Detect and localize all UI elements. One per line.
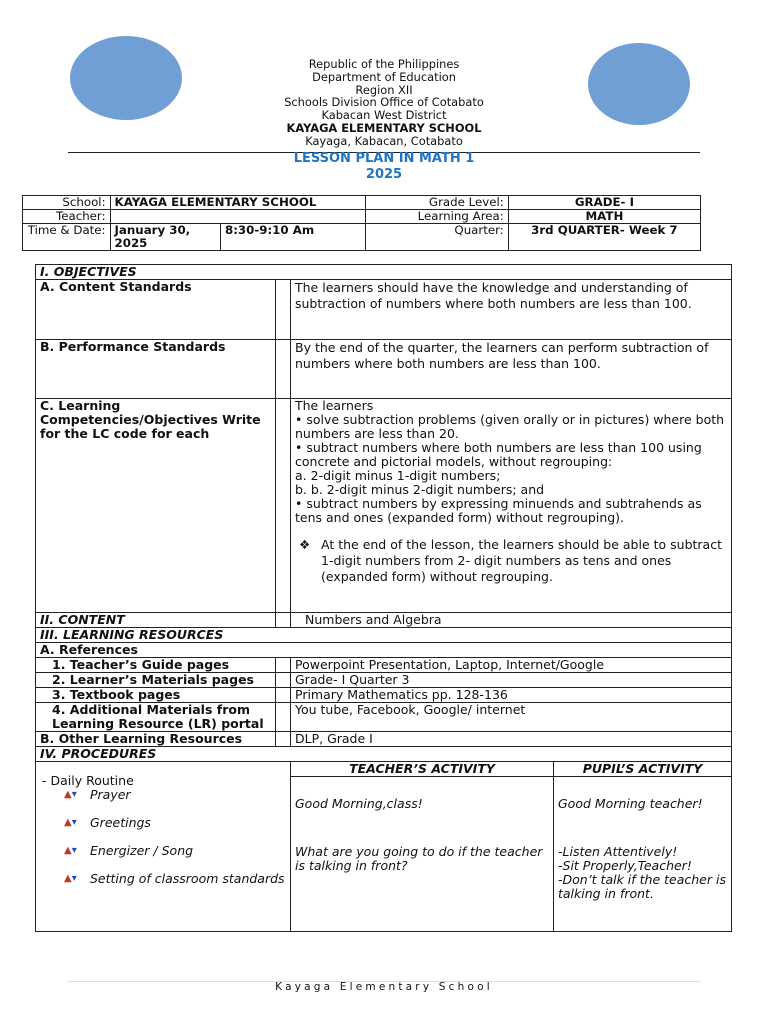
- textbook-label: 3. Textbook pages: [36, 688, 276, 703]
- lesson-objective-text: At the end of the lesson, the learners should be able to subtract 1-digit numbers from 2- digit numbers as tens and ones (expanded form) without regrouping.: [321, 537, 722, 584]
- grade-label: Grade Level:: [365, 196, 508, 210]
- content-standards-label: A. Content Standards: [36, 280, 276, 340]
- date-value: January 30, 2025: [110, 224, 220, 251]
- competency-sub: a. 2-digit minus 1-digit numbers;: [295, 468, 501, 483]
- title-year: 2025: [365, 167, 403, 182]
- teacher-activity-header: TEACHER’S ACTIVITY: [291, 762, 554, 777]
- title-text: LESSON PLAN IN MATH 1: [293, 151, 475, 166]
- performance-standards-text: By the end of the quarter, the learners can perform subtraction of numbers where both numbers are less than 100.: [291, 340, 732, 399]
- spacer-cell: [276, 732, 291, 747]
- textbook-value: Primary Mathematics pp. 128-136: [291, 688, 732, 703]
- teacher-label: Teacher:: [23, 210, 111, 224]
- routine-greetings: Greetings: [90, 815, 151, 830]
- content-standards-text: The learners should have the knowledge and understanding of subtraction of numbers where both numbers are less than 100.: [291, 280, 732, 340]
- spacer-cell: [276, 340, 291, 399]
- letterhead-line: Schools Division Office of Cotabato: [284, 95, 484, 110]
- daily-routine-label: - Daily Routine: [42, 773, 134, 788]
- letterhead-line: Kabacan West District: [321, 108, 447, 123]
- learners-materials-value: Grade- I Quarter 3: [291, 673, 732, 688]
- pupil-answer: -Sit Properly,Teacher!: [558, 858, 692, 873]
- teacher-activity-cell: [291, 777, 554, 932]
- letterhead-line: Republic of the Philippines: [308, 57, 460, 71]
- spacer-cell: [276, 673, 291, 688]
- pupil-answer: -Don’t talk if the teacher is talking in front.: [558, 872, 726, 901]
- grade-value: GRADE- I: [508, 196, 700, 210]
- spacer-cell: [276, 399, 291, 613]
- list-item: [64, 844, 286, 858]
- school-label: School:: [23, 196, 111, 210]
- school-value: KAYAGA ELEMENTARY SCHOOL: [110, 196, 365, 210]
- routine-prayer: Prayer: [90, 787, 131, 802]
- resources-header: III. LEARNING RESOURCES: [36, 628, 732, 643]
- routine-setting: Setting of classroom standards: [90, 871, 285, 886]
- info-table: [22, 195, 701, 251]
- pupil-answer: -Listen Attentively!: [558, 844, 678, 859]
- school-name: KAYAGA ELEMENTARY SCHOOL: [286, 120, 482, 135]
- additional-materials-value: You tube, Facebook, Google/ internet: [291, 703, 732, 732]
- footer-text: Kayaga Elementary School: [275, 981, 493, 993]
- time-value: 8:30-9:10 Am: [221, 224, 366, 251]
- flag-bullet-icon: ▲▾: [64, 873, 77, 884]
- letterhead-line: Department of Education: [312, 69, 456, 84]
- flag-bullet-icon: ▲▾: [64, 817, 77, 828]
- daily-routine-cell: [36, 762, 291, 932]
- list-item: [64, 872, 286, 886]
- content-value: Numbers and Algebra: [291, 613, 732, 628]
- lesson-objective: [295, 537, 727, 585]
- competency-intro: The learners: [295, 398, 374, 413]
- routine-energizer: Energizer / Song: [90, 843, 194, 858]
- spacer-cell: [276, 658, 291, 673]
- additional-materials-label: 4. Additional Materials from Learning Resource (LR) portal: [36, 703, 276, 732]
- list-item: [64, 788, 286, 802]
- teacher-greeting: Good Morning,class!: [295, 796, 423, 811]
- flag-bullet-icon: ▲▾: [64, 789, 77, 800]
- logo-left: [70, 36, 182, 120]
- procedures-header: IV. PROCEDURES: [36, 747, 732, 762]
- teacher-question: What are you going to do if the teacher is talking in front?: [295, 844, 543, 873]
- letterhead-line: Region XII: [355, 82, 413, 97]
- performance-standards-label: B. Performance Standards: [36, 340, 276, 399]
- diamond-bullet-icon: ❖: [299, 537, 311, 552]
- spacer-cell: [276, 688, 291, 703]
- routine-list: [64, 788, 286, 886]
- area-label: Learning Area:: [365, 210, 508, 224]
- letterhead: [184, 58, 584, 148]
- pupil-greeting: Good Morning teacher!: [558, 796, 703, 811]
- competency-sub: b. b. 2-digit minus 2-digit numbers; and: [295, 482, 545, 497]
- quarter-label: Quarter:: [365, 224, 508, 251]
- competency-bullet: • subtract numbers where both numbers are less than 100 using concrete and pictorial models, without regrouping:: [295, 440, 702, 469]
- flag-bullet-icon: ▲▾: [64, 845, 77, 856]
- spacer-cell: [276, 613, 291, 628]
- spacer-cell: [276, 280, 291, 340]
- content-header: II. CONTENT: [36, 613, 276, 628]
- learners-materials-label: 2. Learner’s Materials pages: [36, 673, 276, 688]
- teachers-guide-label: 1. Teacher’s Guide pages: [36, 658, 276, 673]
- spacer-cell: [276, 703, 291, 732]
- lesson-plan-title: [184, 151, 584, 183]
- teachers-guide-value: Powerpoint Presentation, Laptop, Internet/Google: [291, 658, 732, 673]
- list-item: [64, 816, 286, 830]
- teacher-value: [110, 210, 365, 224]
- pupil-activity-cell: [554, 777, 732, 932]
- competency-bullet: • solve subtraction problems (given orally or in pictures) where both numbers are less than 20.: [295, 412, 725, 441]
- objectives-header: I. OBJECTIVES: [36, 265, 732, 280]
- area-value: MATH: [508, 210, 700, 224]
- learning-competencies-label: C. Learning Competencies/Objectives Write for the LC code for each: [36, 399, 276, 613]
- lesson-plan-table: [35, 264, 732, 932]
- time-label: Time & Date:: [23, 224, 111, 251]
- references-label: A. References: [36, 643, 732, 658]
- learning-competencies-text: [291, 399, 732, 613]
- other-resources-label: B. Other Learning Resources: [36, 732, 276, 747]
- pupil-activity-header: PUPIL’S ACTIVITY: [554, 762, 732, 777]
- logo-right: [588, 43, 690, 125]
- other-resources-value: DLP, Grade I: [291, 732, 732, 747]
- competency-bullet: • subtract numbers by expressing minuends and subtrahends as tens and ones (expanded form) without regrouping).: [295, 496, 702, 525]
- school-address: Kayaga, Kabacan, Cotabato: [305, 133, 463, 148]
- quarter-value: 3rd QUARTER- Week 7: [508, 224, 700, 251]
